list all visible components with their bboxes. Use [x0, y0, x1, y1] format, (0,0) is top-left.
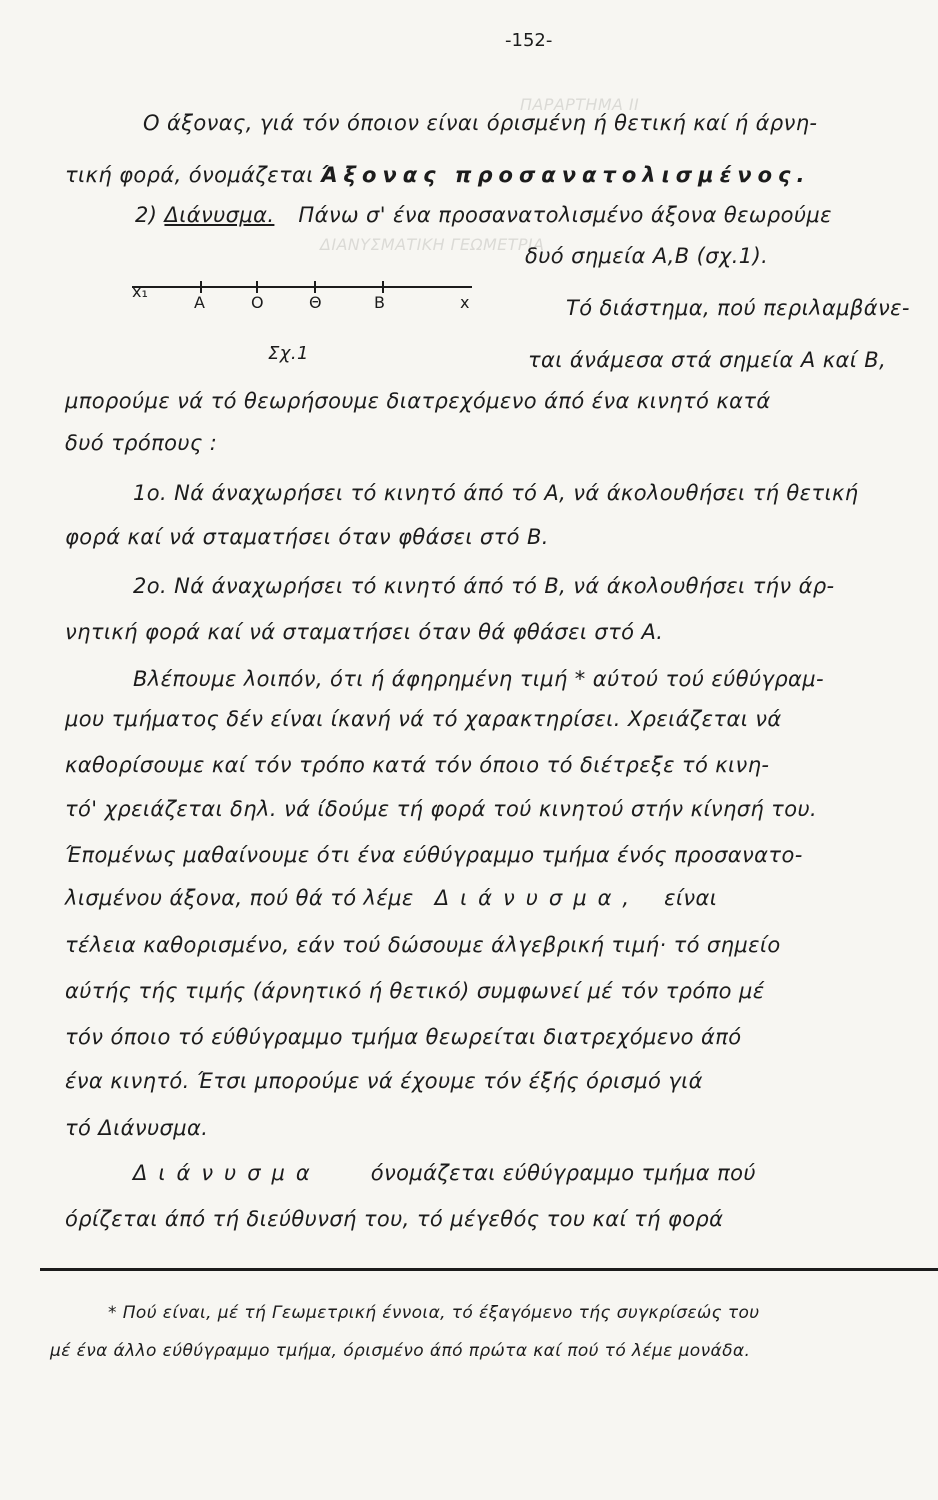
show-through-subheading: ΔΙΑΝΥΣΜΑΤΙΚΗ ΓΕΩΜΕΤΡΙΑ [320, 235, 545, 254]
text-line-23: τό Διάνυσμα. [65, 1116, 209, 1140]
text-line-25: όρίζεται άπό τή διεύθυνσή του, τό μέγεθός του καί τή φορά [65, 1207, 724, 1231]
footnote-separator [40, 1268, 938, 1271]
text-line-18 [65, 885, 717, 911]
text-line-9: 1ο. Νά άναχωρήσει τό κινητό άπό τό Α, νά άκολουθήσει τή θετική [133, 481, 859, 505]
text-line-3-rest: Πάνω σ' ένα προσανατολισμένο άξονα θεωρούμε [298, 203, 832, 227]
text-line-10: φορά καί νά σταματήσει όταν φθάσει στό Β. [65, 525, 549, 549]
text-line-2 [65, 162, 810, 188]
text-line-2-start: τική φορά, όνομάζεται [65, 163, 321, 187]
text-line-12: νητική φορά καί νά σταματήσει όταν θά φθάσει στό Α. [65, 620, 664, 644]
text-line-20: αύτής τής τιμής (άρνητικό ή θετικό) συμφωνεί μέ τόν τρόπο μέ [65, 979, 765, 1003]
page-number: -152- [505, 30, 553, 51]
axis-tick [314, 281, 316, 293]
term-vector: Διάνυσμα, [434, 886, 641, 910]
figure-caption: Σχ.1 [268, 343, 309, 364]
text-line-15: καθορίσουμε καί τόν τρόπο κατά τόν όποιο τό διέτρεξε τό κινη- [65, 753, 770, 777]
axis-label-theta: Θ [309, 293, 322, 312]
text-line-3 [135, 202, 832, 228]
text-line-14: μου τμήματος δέν είναι ίκανή νά τό χαρακτηρίσει. Χρειάζεται νά [65, 707, 782, 731]
footnote-line-2: μέ ένα άλλο εύθύγραμμο τμήμα, όρισμένο άπό πρώτα καί πού τό λέμε μονάδα. [50, 1341, 751, 1361]
text-line-1: Ο άξονας, γιά τόν όποιον είναι όρισμένη ή θετική καί ή άρνη- [143, 111, 818, 135]
show-through-heading: ΠΑΡΑΡΤΗΜΑ ΙΙ [520, 95, 640, 114]
axis-tick [382, 281, 384, 293]
definition-term: Διάνυσμα [133, 1161, 321, 1185]
text-line-24-rest: όνομάζεται εύθύγραμμο τμήμα πού [370, 1161, 756, 1185]
text-line-6: ται άνάμεσα στά σημεία Α καί Β, [528, 348, 887, 372]
text-line-21: τόν όποιο τό εύθύγραμμο τμήμα θεωρείται διατρεχόμενο άπό [65, 1025, 742, 1049]
axis-label-x: x [460, 293, 470, 312]
footnote-line-1: * Πού είναι, μέ τή Γεωμετρική έννοια, τό έξαγόμενο τής συγκρίσεώς του [108, 1303, 760, 1323]
section-title: Διάνυσμα. [164, 203, 275, 227]
text-line-24 [133, 1160, 756, 1186]
text-line-22: ένα κινητό. Έτσι μπορούμε νά έχουμε τόν έξής όρισμό γιά [65, 1069, 703, 1093]
section-number: 2) [135, 203, 165, 227]
axis-label-b: Β [374, 293, 385, 312]
text-line-11: 2ο. Νά άναχωρήσει τό κινητό άπό τό Β, νά άκολουθήσει τήν άρ- [133, 574, 835, 598]
text-line-19: τέλεια καθορισμένο, εάν τού δώσουμε άλγεβρική τιμή· τό σημείο [65, 933, 781, 957]
text-line-13: Βλέπουμε λοιπόν, ότι ή άφηρημένη τιμή * αύτού τού εύθύγραμ- [133, 667, 825, 691]
text-line-17: Έπομένως μαθαίνουμε ότι ένα εύθύγραμμο τμήμα ένός προσανατο- [65, 843, 803, 867]
text-line-7: μπορούμε νά τό θεωρήσουμε διατρεχόμενο άπό ένα κινητό κατά [65, 389, 771, 413]
text-line-18-end: είναι [664, 886, 718, 910]
text-line-16: τό' χρειάζεται δηλ. νά ίδούμε τή φορά τού κινητού στήν κίνησή του. [65, 797, 818, 821]
axis-label-x1: x₁ [132, 282, 148, 301]
text-line-4: δυό σημεία Α,Β (σχ.1). [525, 244, 769, 268]
text-line-18-start: λισμένου άξονα, πού θά τό λέμε [65, 886, 421, 910]
axis-tick [200, 281, 202, 293]
term-oriented-axis: Άξονας προσανατολισμένος. [320, 163, 811, 187]
text-line-8: δυό τρόπους : [65, 431, 218, 455]
axis-label-a: Α [194, 293, 205, 312]
axis-tick [256, 281, 258, 293]
axis-label-o: Ο [251, 293, 264, 312]
axis-line [132, 286, 472, 288]
text-line-5: Τό διάστημα, πού περιλαμβάνε- [566, 296, 910, 320]
